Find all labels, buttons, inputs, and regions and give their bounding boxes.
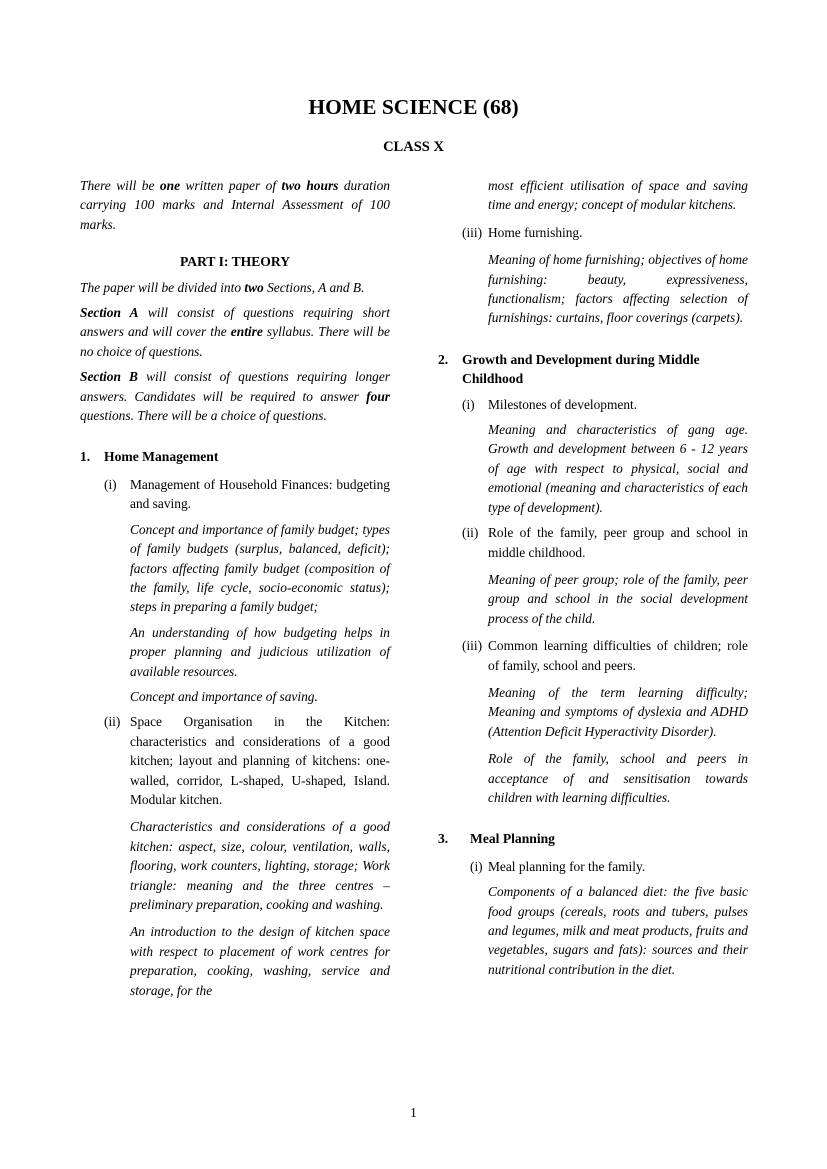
- section-title: Growth and Development during Middle Childhood: [462, 351, 700, 387]
- item-detail: Concept and importance of family budget; types of family budgets (surplus, balanced, deficit); factors affecting family budget (composition of the family, life cycle, socio-economic status); steps in preparing a family budget;: [130, 521, 390, 615]
- text-run: syllabus. There will be no choice of questions.: [80, 324, 390, 359]
- item-detail: An understanding of how budgeting helps in proper planning and judicious utilization of available resources.: [130, 624, 390, 679]
- item-numeral: (iii): [462, 638, 483, 654]
- list-item: [104, 712, 390, 809]
- intro-paragraph-section-a: [80, 303, 390, 361]
- emphasis-section-b: Section B: [80, 369, 138, 385]
- item-numeral: (i): [470, 858, 483, 874]
- emphasis-one: one: [159, 178, 181, 193]
- emphasis-section-a: Section A: [80, 305, 139, 321]
- item-numeral: (i): [104, 476, 117, 492]
- text-run: Sections, A and B.: [263, 279, 365, 295]
- section-heading-3: [438, 829, 748, 848]
- section-title: Meal Planning: [470, 831, 555, 847]
- item-detail: Characteristics and considerations of a good kitchen: aspect, size, colour, ventilation, walls, flooring, work counters, lighting, storage; Work triangle: meaning and the three centres – preliminary preparation, cooking and washing.: [130, 819, 390, 912]
- list-item: [462, 523, 748, 562]
- item-numeral: (ii): [462, 525, 479, 541]
- class-label: CLASS X: [383, 139, 444, 155]
- item-numeral: (i): [462, 396, 475, 412]
- section-heading-1: [80, 447, 390, 466]
- section-number: 3.: [438, 831, 449, 847]
- emphasis-entire: entire: [230, 324, 263, 340]
- text-run: duration carrying 100 marks and Internal Assessment of 100 marks.: [80, 178, 390, 232]
- item-detail: Concept and importance of saving.: [130, 688, 318, 704]
- item-title: Meal planning for the family.: [488, 858, 646, 874]
- text-run: written paper of: [180, 178, 282, 193]
- item-detail: Components of a balanced diet: the five basic food groups (cereals, roots and tubers, pulses and legumes, milk and meat products, fruits and vegetables, sugars and fats): sources and their nutritional contribution in the diet.: [488, 884, 748, 977]
- text-run: questions. There will be a choice of questions.: [80, 408, 327, 424]
- text-run: The paper will be divided into: [80, 279, 245, 295]
- page-title: HOME SCIENCE (68): [308, 95, 519, 119]
- intro-paragraph-exam: [80, 176, 390, 234]
- list-item: [462, 223, 748, 242]
- emphasis-two: two: [244, 279, 264, 295]
- section-number: 2.: [438, 351, 449, 367]
- list-item: [470, 857, 748, 876]
- item-title: Role of the family, peer group and school in middle childhood.: [488, 525, 748, 560]
- item-detail: most efficient utilisation of space and saving time and energy; concept of modular kitchens.: [488, 178, 748, 213]
- emphasis-four: four: [366, 388, 390, 404]
- left-column: [80, 176, 390, 1000]
- item-numeral: (iii): [462, 224, 483, 240]
- text-run: will consist of questions requiring longer answers. Candidates will be required to answer: [80, 369, 390, 404]
- item-detail: Meaning of home furnishing; objectives of home furnishing: beauty, expressiveness, functionalism; factors affecting selection of furnishings: curtains, floor coverings (carpets).: [488, 252, 748, 326]
- item-title: Milestones of development.: [488, 396, 638, 412]
- intro-paragraph-sections: [80, 278, 390, 297]
- item-numeral: (ii): [104, 714, 121, 730]
- text-run: There will be: [80, 178, 160, 193]
- page-number: 1: [410, 1105, 417, 1120]
- section-title: Home Management: [104, 449, 219, 465]
- list-item: [462, 636, 748, 675]
- item-title: Management of Household Finances: budgeting and saving.: [130, 476, 390, 512]
- item-title: Home furnishing.: [488, 224, 583, 240]
- item-detail: Meaning of the term learning difficulty; Meaning and symptoms of dyslexia and ADHD (Attention Deficit Hyperactivity Disorder).: [488, 684, 748, 739]
- intro-paragraph-section-b: [80, 367, 390, 425]
- emphasis-two-hours: two hours: [281, 178, 339, 193]
- item-title: Common learning difficulties of children; role of family, school and peers.: [488, 638, 748, 673]
- right-column: [438, 176, 748, 979]
- text-run: will consist of questions requiring short answers and will cover the: [80, 305, 390, 340]
- item-title: Space Organisation in the Kitchen: characteristics and considerations of a good kitchen; layout and planning of kitchens: one-walled, corridor, L-shaped, U-shaped, Island. Modular kitchen.: [130, 714, 390, 807]
- part-heading: PART I: THEORY: [179, 254, 291, 270]
- item-detail: Role of the family, school and peers in acceptance of and sensitisation towards children with learning difficulties.: [488, 751, 748, 805]
- section-heading-2: [438, 350, 748, 389]
- list-item: [104, 475, 390, 514]
- list-item: [462, 395, 748, 414]
- section-number: 1.: [80, 449, 91, 465]
- item-detail: Meaning and characteristics of gang age. Growth and development between 6 - 12 years of age with respect to physical, social and emotional (meaning and characteristics of each type of development).: [488, 422, 748, 515]
- item-detail: Meaning of peer group; role of the family, peer group and school in the social development process of the child.: [488, 571, 748, 626]
- item-detail: An introduction to the design of kitchen space with respect to placement of work centres for preparation, cooking, washing, service and storage, for the: [130, 924, 390, 998]
